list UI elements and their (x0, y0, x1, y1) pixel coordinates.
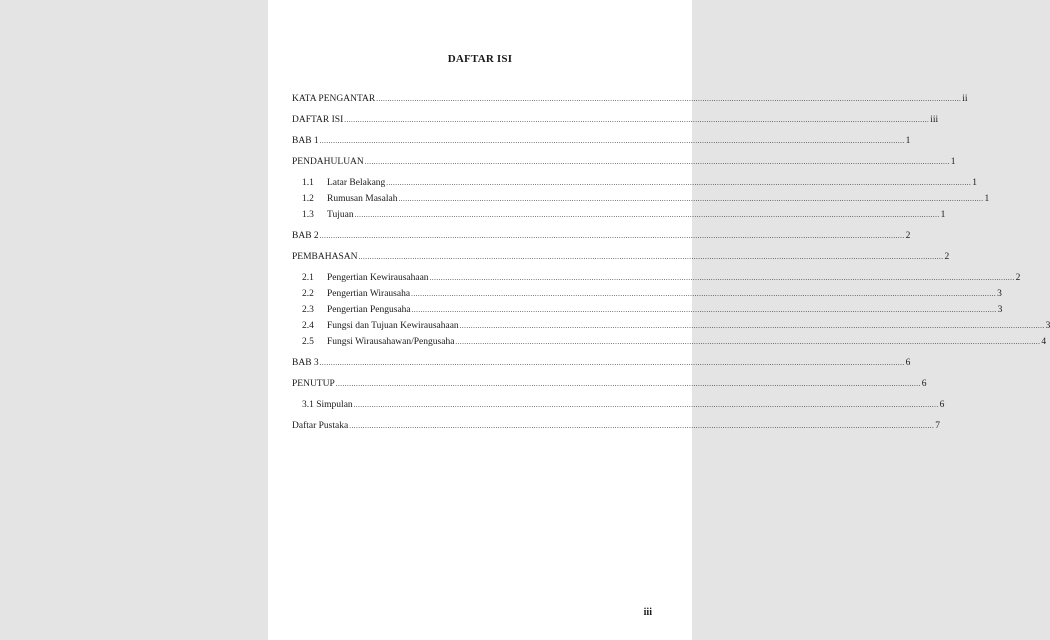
toc-dot-leader: .................................................................................................................................................................................................................................................................... (344, 116, 930, 124)
toc-entry-title: Pengertian Kewirausahaan (327, 273, 429, 283)
toc-entry-page: 6 (921, 379, 927, 389)
toc-entry (292, 378, 927, 391)
toc-entry-page: 2 (944, 252, 950, 262)
toc-dot-leader: .................................................................................................................................................................................................................................................................... (364, 158, 950, 166)
toc-entry-title: PENDAHULUAN (292, 157, 364, 167)
page-number: iii (643, 607, 652, 618)
toc-entry-number: 1.2 (302, 194, 314, 204)
toc-entry (292, 272, 1021, 285)
toc-dot-leader: .................................................................................................................................................................................................................................................................... (319, 232, 905, 240)
toc-dot-leader: .................................................................................................................................................................................................................................................................... (411, 306, 997, 314)
toc-entry (292, 251, 950, 264)
toc-dot-leader: .................................................................................................................................................................................................................................................................... (349, 422, 935, 430)
toc-entry-number: 1.3 (302, 210, 314, 220)
toc-entry-number: 2.1 (302, 273, 314, 283)
toc-entry-number: 2.3 (302, 305, 314, 315)
toc-entry-title: Pengertian Wirausaha (327, 289, 411, 299)
toc-entry (292, 399, 945, 412)
toc-entry-title: PENUTUP (292, 379, 335, 389)
toc-entry (292, 357, 911, 370)
table-of-contents (292, 93, 1050, 441)
toc-entry (292, 114, 939, 127)
toc-entry-page: 3 (997, 289, 1002, 299)
toc-entry-title: KATA PENGANTAR (292, 94, 376, 104)
toc-entry-page: 6 (939, 400, 945, 410)
document-page (268, 0, 1050, 640)
toc-entry-page: 1 (950, 157, 956, 167)
toc-entry-page: 7 (935, 421, 940, 431)
toc-entry-title: Rumusan Masalah (327, 194, 398, 204)
toc-dot-leader: .................................................................................................................................................................................................................................................................... (411, 290, 997, 298)
toc-entry-title: Pengertian Pengusaha (327, 305, 411, 315)
toc-entry-number: 2.2 (302, 289, 314, 299)
toc-dot-leader: .................................................................................................................................................................................................................................................................... (354, 211, 940, 219)
toc-entry-page: ii (962, 94, 968, 104)
toc-entry-title: Daftar Pustaka (292, 421, 349, 431)
page-title: DAFTAR ISI (447, 53, 513, 65)
toc-entry-page: 2 (1015, 273, 1021, 283)
toc-entry-title: DAFTAR ISI (292, 115, 344, 125)
toc-dot-leader: .................................................................................................................................................................................................................................................................... (319, 359, 905, 367)
toc-entry-page: 3 (997, 305, 1003, 315)
toc-dot-leader: .................................................................................................................................................................................................................................................................... (335, 380, 921, 388)
toc-entry-number: 2.4 (302, 321, 314, 331)
toc-dot-leader: .................................................................................................................................................................................................................................................................... (455, 338, 1041, 346)
toc-entry-title: BAB 1 (292, 136, 319, 146)
toc-dot-leader: .................................................................................................................................................................................................................................................................... (376, 95, 962, 103)
toc-dot-leader: .................................................................................................................................................................................................................................................................... (353, 401, 939, 409)
toc-entry (292, 304, 1003, 317)
toc-dot-leader: .................................................................................................................................................................................................................................................................... (386, 179, 972, 187)
toc-entry-title: BAB 3 (292, 358, 319, 368)
toc-dot-leader: .................................................................................................................................................................................................................................................................... (398, 195, 984, 203)
toc-entry-title: Fungsi Wirausahawan/Pengusaha (327, 337, 455, 347)
toc-entry-page: 6 (905, 358, 911, 368)
toc-entry-title: PEMBAHASAN (292, 252, 358, 262)
toc-entry-page: 3 (1045, 321, 1050, 331)
toc-entry (292, 177, 978, 190)
toc-entry (292, 93, 968, 106)
toc-entry-title: Tujuan (327, 210, 354, 220)
toc-entry (292, 230, 911, 243)
toc-entry-title: Fungsi dan Tujuan Kewirausahaan (327, 321, 459, 331)
toc-entry-page: 1 (972, 178, 978, 188)
toc-entry (292, 156, 956, 169)
toc-dot-leader: .................................................................................................................................................................................................................................................................... (459, 322, 1045, 330)
toc-dot-leader: .................................................................................................................................................................................................................................................................... (429, 274, 1015, 282)
toc-entry (292, 320, 1050, 333)
toc-entry-page: 1 (984, 194, 990, 204)
toc-entry (292, 209, 946, 222)
toc-entry (292, 336, 1047, 349)
toc-dot-leader: .................................................................................................................................................................................................................................................................... (358, 253, 944, 261)
toc-entry-number: 2.5 (302, 337, 314, 347)
toc-entry-page: iii (930, 115, 939, 125)
toc-entry-page: 1 (905, 136, 911, 146)
toc-entry (292, 420, 940, 433)
toc-entry (292, 193, 990, 206)
toc-entry-title: BAB 2 (292, 231, 319, 241)
toc-entry (292, 135, 911, 148)
toc-entry-page: 2 (905, 231, 911, 241)
toc-entry-number: 1.1 (302, 178, 314, 188)
toc-dot-leader: .................................................................................................................................................................................................................................................................... (319, 137, 905, 145)
toc-entry-title: 3.1 Simpulan (302, 400, 353, 410)
toc-entry-page: 4 (1041, 337, 1047, 347)
toc-entry-title: Latar Belakang (327, 178, 386, 188)
toc-entry-page: 1 (940, 210, 946, 220)
toc-entry (292, 288, 1002, 301)
